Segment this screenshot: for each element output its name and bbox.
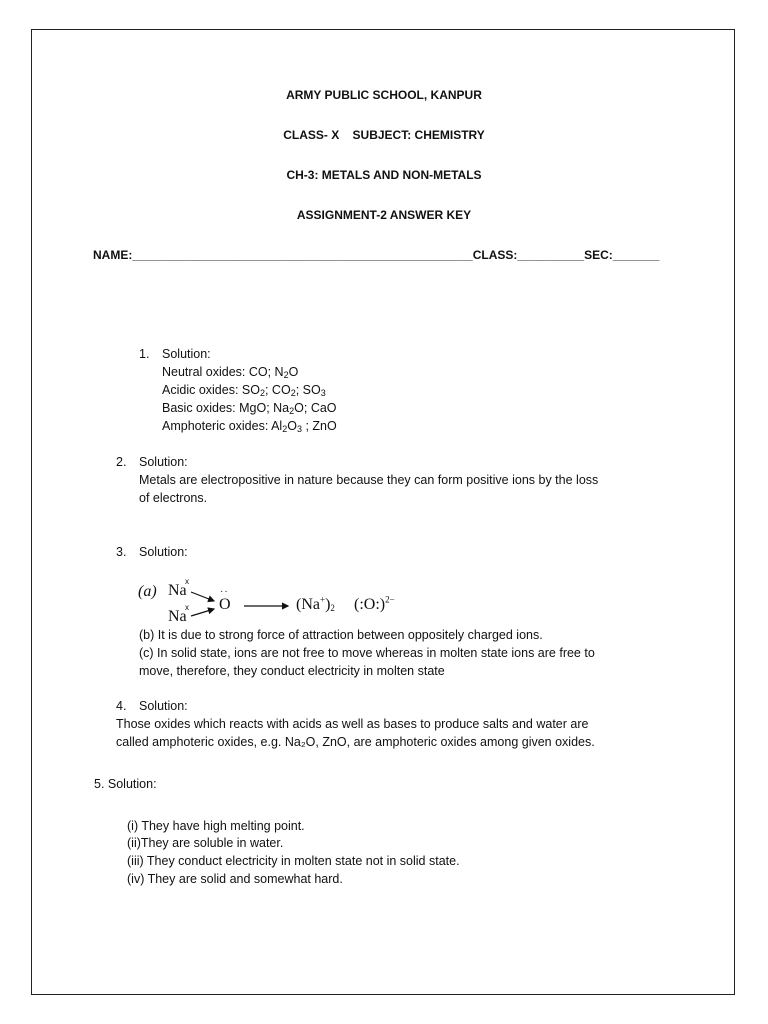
diagram-part-a: (a) [138, 583, 157, 600]
sodium-top: Na [168, 582, 187, 599]
oxide-ion-product: (:O:)$^{2-}$ [354, 594, 395, 613]
class-subject: CLASS- X SUBJECT: CHEMISTRY [283, 128, 485, 142]
q4-label: Solution: [139, 699, 188, 713]
oxygen-atom: O [219, 596, 231, 613]
oxygen-electron-dots: ·· [220, 586, 229, 597]
sodium-bottom: Na [168, 608, 187, 625]
q4-number: 4. [116, 699, 127, 713]
school-name: ARMY PUBLIC SCHOOL, KANPUR [286, 88, 482, 102]
q5-label: 5. Solution: [94, 777, 157, 791]
q1-acidic-oxides: Acidic oxides: $SO_2$; $CO_2$; $SO_3$ [162, 383, 326, 398]
q2-line-1: Metals are electropositive in nature because they can form positive ions by the loss [139, 473, 599, 487]
q5-item: (i) They have high melting point. [127, 819, 305, 833]
transfer-arrow-top [191, 592, 214, 601]
electron-x-bottom: x [185, 603, 189, 612]
q1-neutral-oxides: Neutral oxides: CO; $N_2O$ [162, 365, 299, 380]
q1-amphoteric-oxides: Amphoteric oxides: $Al_2O_3$ ; ZnO [162, 419, 337, 434]
sodium-ion-product: $(Na^+)_2$ [296, 594, 335, 613]
q3-number: 3. [116, 545, 127, 559]
name-class-sec-line: NAME:___________________________________________________CLASS:__________SEC:_______ [93, 248, 660, 262]
q2-line-2: of electrons. [139, 491, 208, 505]
q5-item: (ii)They are soluble in water. [127, 836, 284, 850]
q2-label: Solution: [139, 455, 188, 469]
q3-part-b: (b) It is due to strong force of attraction between oppositely charged ions. [139, 628, 543, 642]
q3-part-c-line-1: (c) In solid state, ions are not free to move whereas in molten state ions are free to [139, 646, 595, 660]
q2-number: 2. [116, 455, 127, 469]
chapter-title: CH-3: METALS AND NON-METALS [286, 168, 482, 182]
q5-item: (iii) They conduct electricity in molten state not in solid state. [127, 854, 460, 868]
electron-x-top: x [185, 577, 189, 586]
ionic-bond-diagram [136, 576, 426, 628]
q1-label: Solution: [162, 347, 211, 361]
q1-basic-oxides: Basic oxides: MgO; $Na_2O$; CaO [162, 401, 337, 416]
assignment-title: ASSIGNMENT-2 ANSWER KEY [296, 208, 472, 222]
q1-number: 1. [139, 347, 150, 361]
q3-label: Solution: [139, 545, 188, 559]
q5-item: (iv) They are solid and somewhat hard. [127, 872, 343, 886]
transfer-arrow-bottom [191, 609, 214, 616]
q3-part-c-line-2: move, therefore, they conduct electricity in molten state [139, 664, 445, 678]
q4-line-1: Those oxides which reacts with acids as well as bases to produce salts and water are [116, 717, 589, 731]
q4-line-2: called amphoteric oxides, e.g. Na₂O, ZnO, are amphoteric oxides among given oxides. [116, 735, 595, 749]
